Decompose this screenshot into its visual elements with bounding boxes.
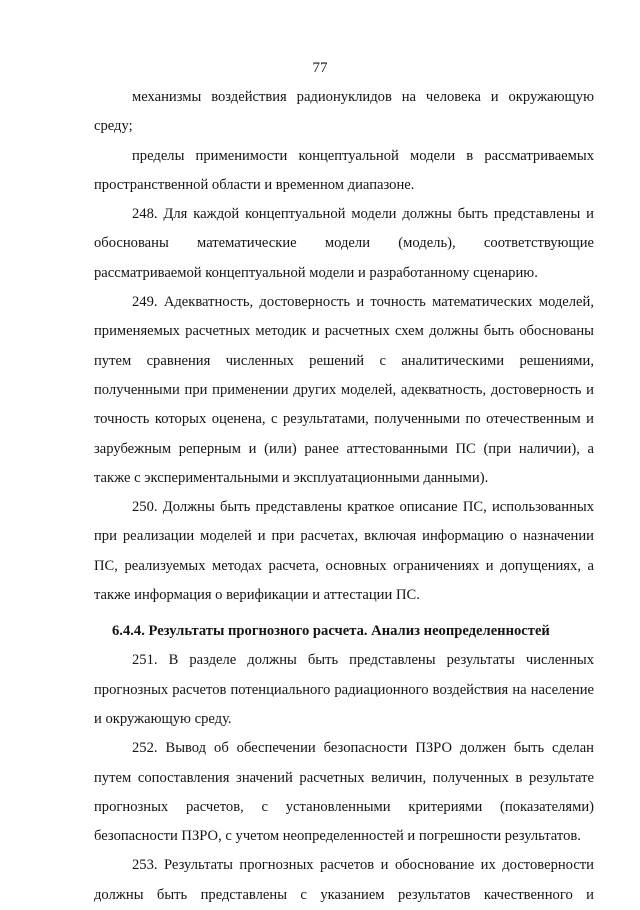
paragraph-253: 253. Результаты прогнозных расчетов и обоснование их достоверности должны быть представлены с указанием результатов качественного и [94, 857, 594, 903]
paragraph-251: 251. В разделе должны быть представлены результаты численных прогнозных расчетов потенциального радиационного воздействия на население и окружающую среду. [94, 652, 594, 727]
section-heading-6-4-4: 6.4.4. Результаты прогнозного расчета. Анализ неопределенностей [112, 623, 550, 640]
paragraph-249: 249. Адекватность, достоверность и точность математических моделей, применяемых расчетных методик и расчетных схем должны быть обоснованы путем сравнения численных решений с аналитическими решениями, полученными при применении других моделей, адекватность, достоверность и точность которых оценена, с результатами, полученными по отечественным и зарубежным реперным и (или) ранее аттестованными ПС (при наличии), а также с экспериментальными и эксплуатационными данными). [94, 294, 594, 486]
paragraph-model-applicability: пределы применимости концептуальной модели в рассматриваемых пространственной области и временном диапазоне. [94, 147, 594, 193]
paragraph-250: 250. Должны быть представлены краткое описание ПС, использованных при реализации моделей и при расчетах, включая информацию о назначении ПС, реализуемых методах расчета, основных ограничениях и допущениях, а также информация о верификации и аттестации ПС. [94, 499, 594, 604]
paragraph-252: 252. Вывод об обеспечении безопасности ПЗРО должен быть сделан путем сопоставления значений расчетных величин, полученных в результате прогнозных расчетов, с установленными критериями (показателями) безопасности ПЗРО, с учетом неопределенностей и погрешности результатов. [94, 740, 594, 845]
page-number: 77 [312, 60, 328, 76]
document-body [94, 83, 594, 910]
paragraph-radionuclide-mechanisms: механизмы воздействия радионуклидов на человека и окружающую среду; [94, 89, 594, 135]
paragraph-248: 248. Для каждой концептуальной модели должны быть представлены и обоснованы математические модели (модель), соответствующие рассматриваемой концептуальной модели и разработанному сценарию. [94, 206, 594, 281]
